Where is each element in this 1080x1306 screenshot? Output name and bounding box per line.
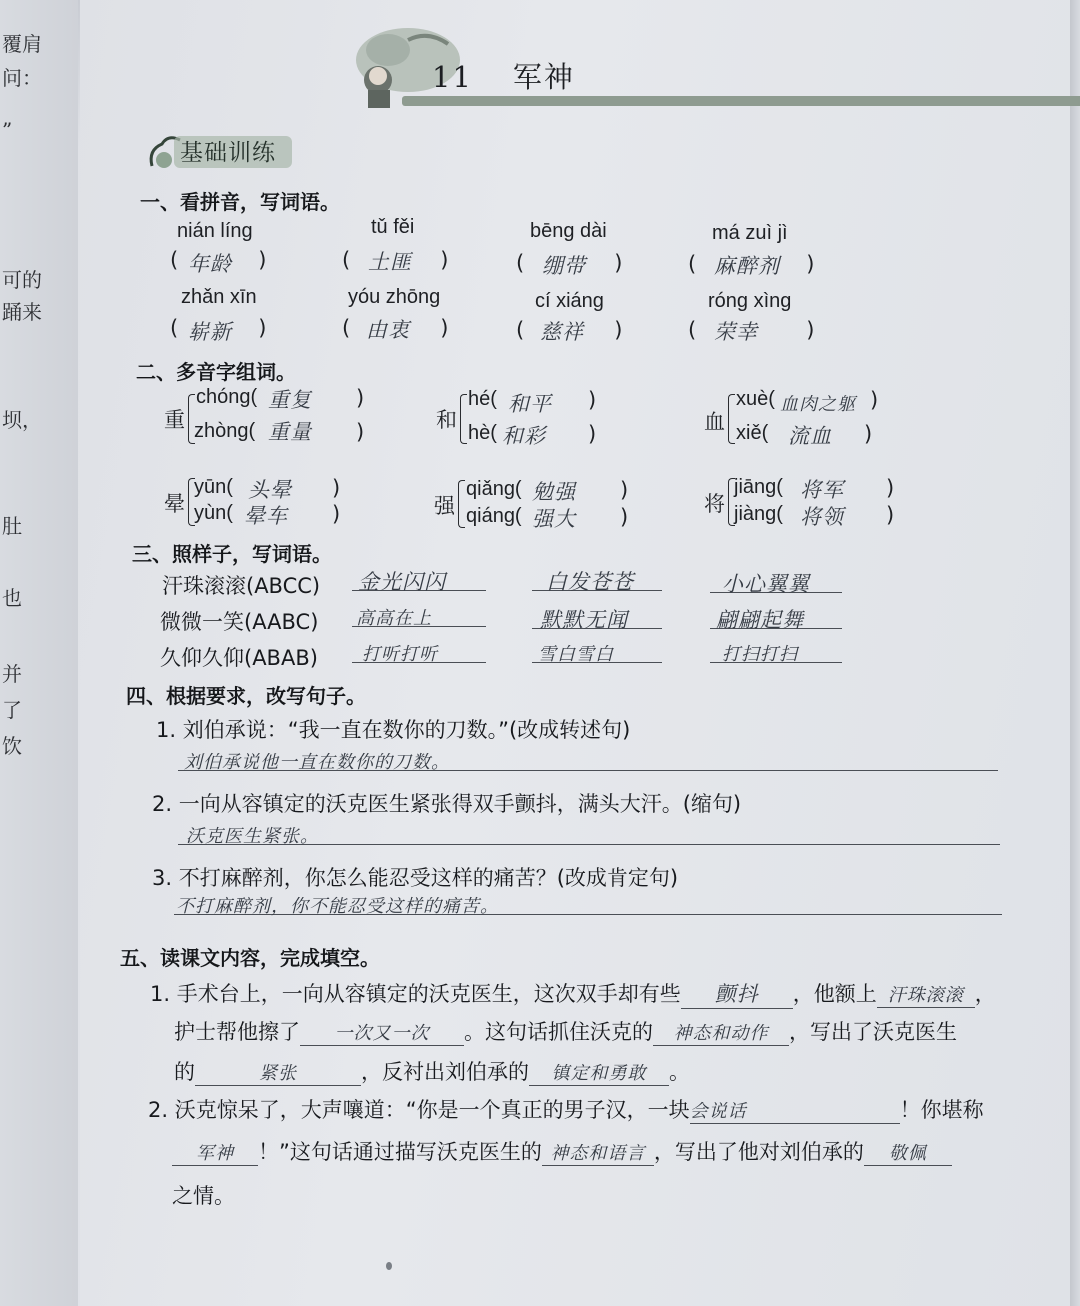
handwritten-answer: 慈祥 xyxy=(540,320,584,344)
handwritten-answer: 勉强 xyxy=(532,480,576,504)
close-paren: ) xyxy=(864,422,873,446)
rewrite-question: 3. 不打麻醉剂，你怎么能忍受这样的痛苦？(改成肯定句) xyxy=(152,866,679,890)
handwritten-answer: 不打麻醉剂，你不能忍受这样的痛苦。 xyxy=(176,896,499,917)
handwritten-answer: 会说话 xyxy=(689,1101,747,1122)
pinyin-prompt: bēng dài xyxy=(530,220,607,242)
handwritten-answer: 崭新 xyxy=(188,320,232,344)
margin-fragment: 饮 xyxy=(2,734,22,758)
polyphone-reading: qiáng( xyxy=(466,505,522,527)
polyphone-reading: qiǎng( xyxy=(466,478,522,500)
answer-blank: ( ) xyxy=(688,318,815,342)
close-paren: ) xyxy=(620,478,629,502)
handwritten-answer: 金光闪闪 xyxy=(358,570,446,594)
answer-blank: ( ) xyxy=(516,318,623,342)
brace xyxy=(728,394,735,444)
fill-text: 军神 ！”这句话通过描写沃克医生的 神态和语言 ，写出了他对刘伯承的 敬佩 xyxy=(172,1136,952,1166)
margin-fragment: 坝， xyxy=(2,408,42,432)
handwritten-answer: 神态和语言 xyxy=(550,1143,646,1164)
handwritten-answer: 敬佩 xyxy=(888,1143,927,1164)
close-paren: ) xyxy=(332,476,341,500)
answer-blank: ( ) xyxy=(342,316,449,340)
close-paren: ) xyxy=(588,388,597,412)
section-5-heading: 五、读课文内容，完成填空。 xyxy=(120,946,380,970)
fill-text: 1. 手术台上，一向从容镇定的沃克医生，这次双手却有些 颤抖 ，他额上 汗珠滚滚 ， xyxy=(150,978,996,1009)
margin-fragment: 也 xyxy=(2,586,22,610)
answer-blank: ( ) xyxy=(342,248,449,272)
handwritten-answer: 由衷 xyxy=(366,318,410,342)
handwritten-answer: 麻醉剂 xyxy=(714,254,780,278)
polyphone-reading: zhòng( xyxy=(194,420,256,442)
handwritten-answer: 白发苍苍 xyxy=(546,570,634,594)
handwritten-answer: 刘伯承说他一直在数你的刀数。 xyxy=(184,752,450,773)
polyphone-reading: yùn( xyxy=(194,502,233,524)
margin-fragment: 了 xyxy=(2,698,22,722)
handwritten-answer: 和彩 xyxy=(502,424,546,448)
handwritten-answer: 头晕 xyxy=(248,478,292,502)
polyphone-reading: yūn( xyxy=(194,476,233,498)
polyphone-reading: jiāng( xyxy=(734,476,783,498)
handwritten-answer: 沃克医生紧张。 xyxy=(186,826,319,847)
handwritten-answer: 重量 xyxy=(268,420,312,444)
lesson-name: 军神 xyxy=(512,60,575,94)
answer-blank: ( ) xyxy=(170,248,267,272)
handwritten-answer: 强大 xyxy=(532,507,576,531)
handwritten-answer: 将领 xyxy=(800,505,844,529)
pattern-example: 汗珠滚滚(ABCC) xyxy=(162,574,321,598)
answer-blank: ( ) xyxy=(688,252,815,276)
handwritten-answer: 小心翼翼 xyxy=(722,572,810,596)
handwritten-answer: 翩翩起舞 xyxy=(716,608,804,632)
polyphone-char: 重 xyxy=(164,408,185,432)
close-paren: ) xyxy=(886,503,895,527)
title-underline-bar xyxy=(402,96,1080,106)
fill-text: 的 紧张 ，反衬出刘伯承的 镇定和勇敢 。 xyxy=(174,1060,690,1084)
section-4-heading: 四、根据要求，改写句子。 xyxy=(126,684,366,708)
rewrite-question: 2. 一向从容镇定的沃克医生紧张得双手颤抖，满头大汗。(缩句) xyxy=(152,792,742,816)
polyphone-reading: chóng( xyxy=(196,386,258,408)
handwritten-answer: 流血 xyxy=(788,424,832,448)
handwritten-answer: 雪白雪白 xyxy=(538,644,614,665)
margin-fragment: 踊来 xyxy=(2,300,42,324)
pinyin-prompt: cí xiáng xyxy=(535,290,604,312)
badge-label: 基础训练 xyxy=(180,140,276,166)
pinyin-prompt: zhǎn xīn xyxy=(181,286,257,308)
margin-fragment: ” xyxy=(2,118,13,142)
pinyin-prompt: má zuì jì xyxy=(712,222,788,244)
close-paren: ) xyxy=(620,505,629,529)
handwritten-answer: 和平 xyxy=(508,392,552,416)
polyphone-reading: xiě( xyxy=(736,422,769,444)
lesson-number: 11 xyxy=(432,60,473,94)
polyphone-reading: hè( xyxy=(468,422,497,444)
pinyin-prompt: róng xìng xyxy=(708,290,792,312)
fill-text: 护士帮他擦了 一次又一次 。这句话抓住沃克的 神态和动作 ，写出了沃克医生 xyxy=(174,1020,957,1044)
paper-speck xyxy=(386,1262,392,1270)
handwritten-answer: 汗珠滚滚 xyxy=(887,985,964,1006)
pattern-example: 久仰久仰(ABAB) xyxy=(160,646,318,670)
fill-text: 2. 沃克惊呆了，大声嚷道：“你是一个真正的男子汉，一块会说话 ！你堪称 xyxy=(148,1098,984,1122)
close-paren: ) xyxy=(356,386,365,410)
close-paren: ) xyxy=(886,476,895,500)
close-paren: ) xyxy=(870,388,879,412)
brace xyxy=(458,480,465,528)
margin-fragment: 并 xyxy=(2,662,22,686)
handwritten-answer: 神态和动作 xyxy=(673,1023,769,1044)
close-paren: ) xyxy=(356,420,365,444)
handwritten-answer: 荣幸 xyxy=(714,320,758,344)
handwritten-answer: 将军 xyxy=(800,478,844,502)
polyphone-char: 晕 xyxy=(164,492,185,516)
workbook-page xyxy=(80,0,1070,1306)
margin-fragment: 覆肩 xyxy=(2,32,42,56)
section-3-heading: 三、照样子，写词语。 xyxy=(132,542,332,566)
rewrite-question: 1. 刘伯承说：“我一直在数你的刀数。”(改成转述句) xyxy=(156,718,631,742)
fill-text: 之情。 xyxy=(172,1184,235,1208)
margin-fragment: 肚 xyxy=(2,514,22,538)
close-paren: ) xyxy=(332,502,341,526)
lesson-title xyxy=(432,55,575,96)
handwritten-answer: 高高在上 xyxy=(356,608,432,629)
answer-blank: ( ) xyxy=(170,316,267,340)
answer-blank: ( ) xyxy=(516,251,623,275)
margin-fragment: 可的 xyxy=(2,268,42,292)
section-1-heading: 一、看拼音，写词语。 xyxy=(140,190,340,214)
handwritten-answer: 一次又一次 xyxy=(334,1023,430,1044)
pattern-example: 微微一笑(AABC) xyxy=(160,610,319,634)
brace xyxy=(460,394,467,444)
handwritten-answer: 重复 xyxy=(268,388,312,412)
handwritten-answer: 晕车 xyxy=(244,504,288,528)
handwritten-answer: 打听打听 xyxy=(362,644,438,665)
close-paren: ) xyxy=(588,422,597,446)
handwritten-answer: 默默无闻 xyxy=(540,608,628,632)
polyphone-char: 和 xyxy=(436,408,457,432)
polyphone-char: 血 xyxy=(704,410,725,434)
polyphone-reading: hé( xyxy=(468,388,497,410)
polyphone-reading: jiàng( xyxy=(734,503,783,525)
handwritten-answer: 年龄 xyxy=(188,252,232,276)
handwritten-answer: 血肉之躯 xyxy=(780,394,856,415)
pinyin-prompt: tǔ fěi xyxy=(371,216,415,238)
handwritten-answer: 紧张 xyxy=(259,1063,297,1084)
handwritten-answer: 军神 xyxy=(196,1143,234,1164)
polyphone-char: 将 xyxy=(704,492,725,516)
left-page-strip xyxy=(0,0,78,1306)
handwritten-answer: 打扫打扫 xyxy=(722,644,798,665)
pinyin-prompt: yóu zhōng xyxy=(348,286,441,308)
section-2-heading: 二、多音字组词。 xyxy=(136,360,296,384)
polyphone-char: 强 xyxy=(434,494,455,518)
pinyin-prompt: nián líng xyxy=(177,220,253,242)
handwritten-answer: 颤抖 xyxy=(714,982,759,1006)
handwritten-answer: 绷带 xyxy=(542,254,586,278)
polyphone-reading: xuè( xyxy=(736,388,775,410)
margin-fragment: 问： xyxy=(2,66,42,90)
handwritten-answer: 镇定和勇敢 xyxy=(551,1063,647,1084)
handwritten-answer: 土匪 xyxy=(368,250,412,274)
